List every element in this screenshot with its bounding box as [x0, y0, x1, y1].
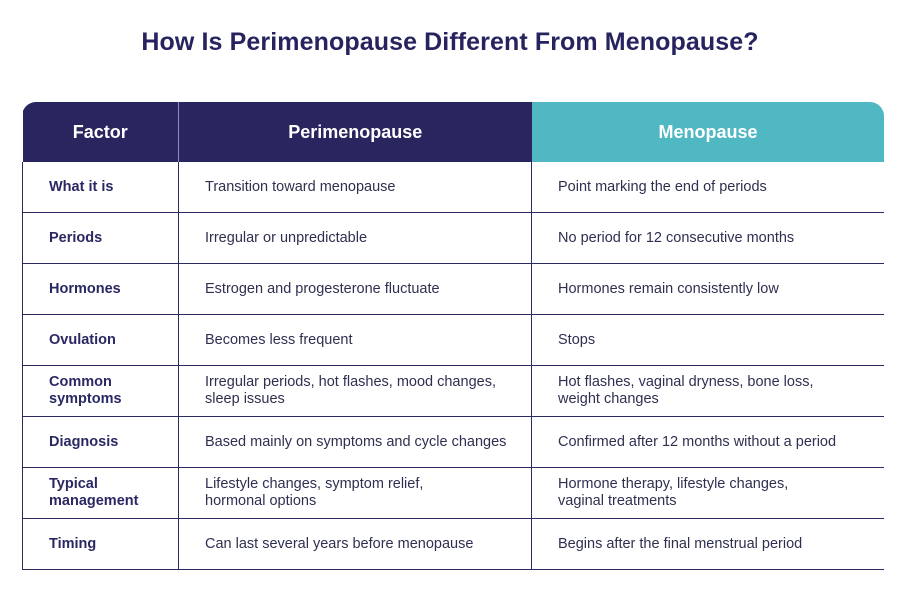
page-title: How Is Perimenopause Different From Menopause?: [141, 28, 759, 56]
row-factor: Diagnosis: [23, 417, 179, 468]
row-menopause: Hormones remain consistently low: [532, 264, 885, 315]
header-factor: Factor: [23, 102, 179, 162]
row-menopause: Hot flashes, vaginal dryness, bone loss, weight changes: [532, 366, 885, 417]
table-row: [23, 315, 885, 366]
row-menopause: No period for 12 consecutive months: [532, 213, 885, 264]
table-row: [23, 417, 885, 468]
row-menopause: Begins after the final menstrual period: [532, 519, 885, 570]
row-menopause: Hormone therapy, lifestyle changes, vaginal treatments: [532, 468, 885, 519]
row-perimenopause: Can last several years before menopause: [179, 519, 532, 570]
table-row: [23, 468, 885, 519]
row-perimenopause: Becomes less frequent: [179, 315, 532, 366]
row-menopause: Stops: [532, 315, 885, 366]
row-menopause: Confirmed after 12 months without a period: [532, 417, 885, 468]
table-row: [23, 213, 885, 264]
table-row: [23, 519, 885, 570]
row-menopause: Point marking the end of periods: [532, 162, 885, 213]
table-row: [23, 162, 885, 213]
row-factor: Common symptoms: [23, 366, 179, 417]
row-perimenopause: Lifestyle changes, symptom relief, hormonal options: [179, 468, 532, 519]
row-factor: Hormones: [23, 264, 179, 315]
row-factor: Timing: [23, 519, 179, 570]
row-factor: Ovulation: [23, 315, 179, 366]
comparison-table: [22, 102, 884, 571]
row-perimenopause: Based mainly on symptoms and cycle changes: [179, 417, 532, 468]
row-perimenopause: Irregular periods, hot flashes, mood changes, sleep issues: [179, 366, 532, 417]
row-factor: Periods: [23, 213, 179, 264]
row-perimenopause: Transition toward menopause: [179, 162, 532, 213]
table-header-row: [23, 102, 885, 162]
header-perimenopause: Perimenopause: [179, 102, 532, 162]
row-factor: Typical management: [23, 468, 179, 519]
row-perimenopause: Estrogen and progesterone fluctuate: [179, 264, 532, 315]
header-menopause: Menopause: [532, 102, 885, 162]
table-row: [23, 366, 885, 417]
row-factor: What it is: [23, 162, 179, 213]
row-perimenopause: Irregular or unpredictable: [179, 213, 532, 264]
table-row: [23, 264, 885, 315]
